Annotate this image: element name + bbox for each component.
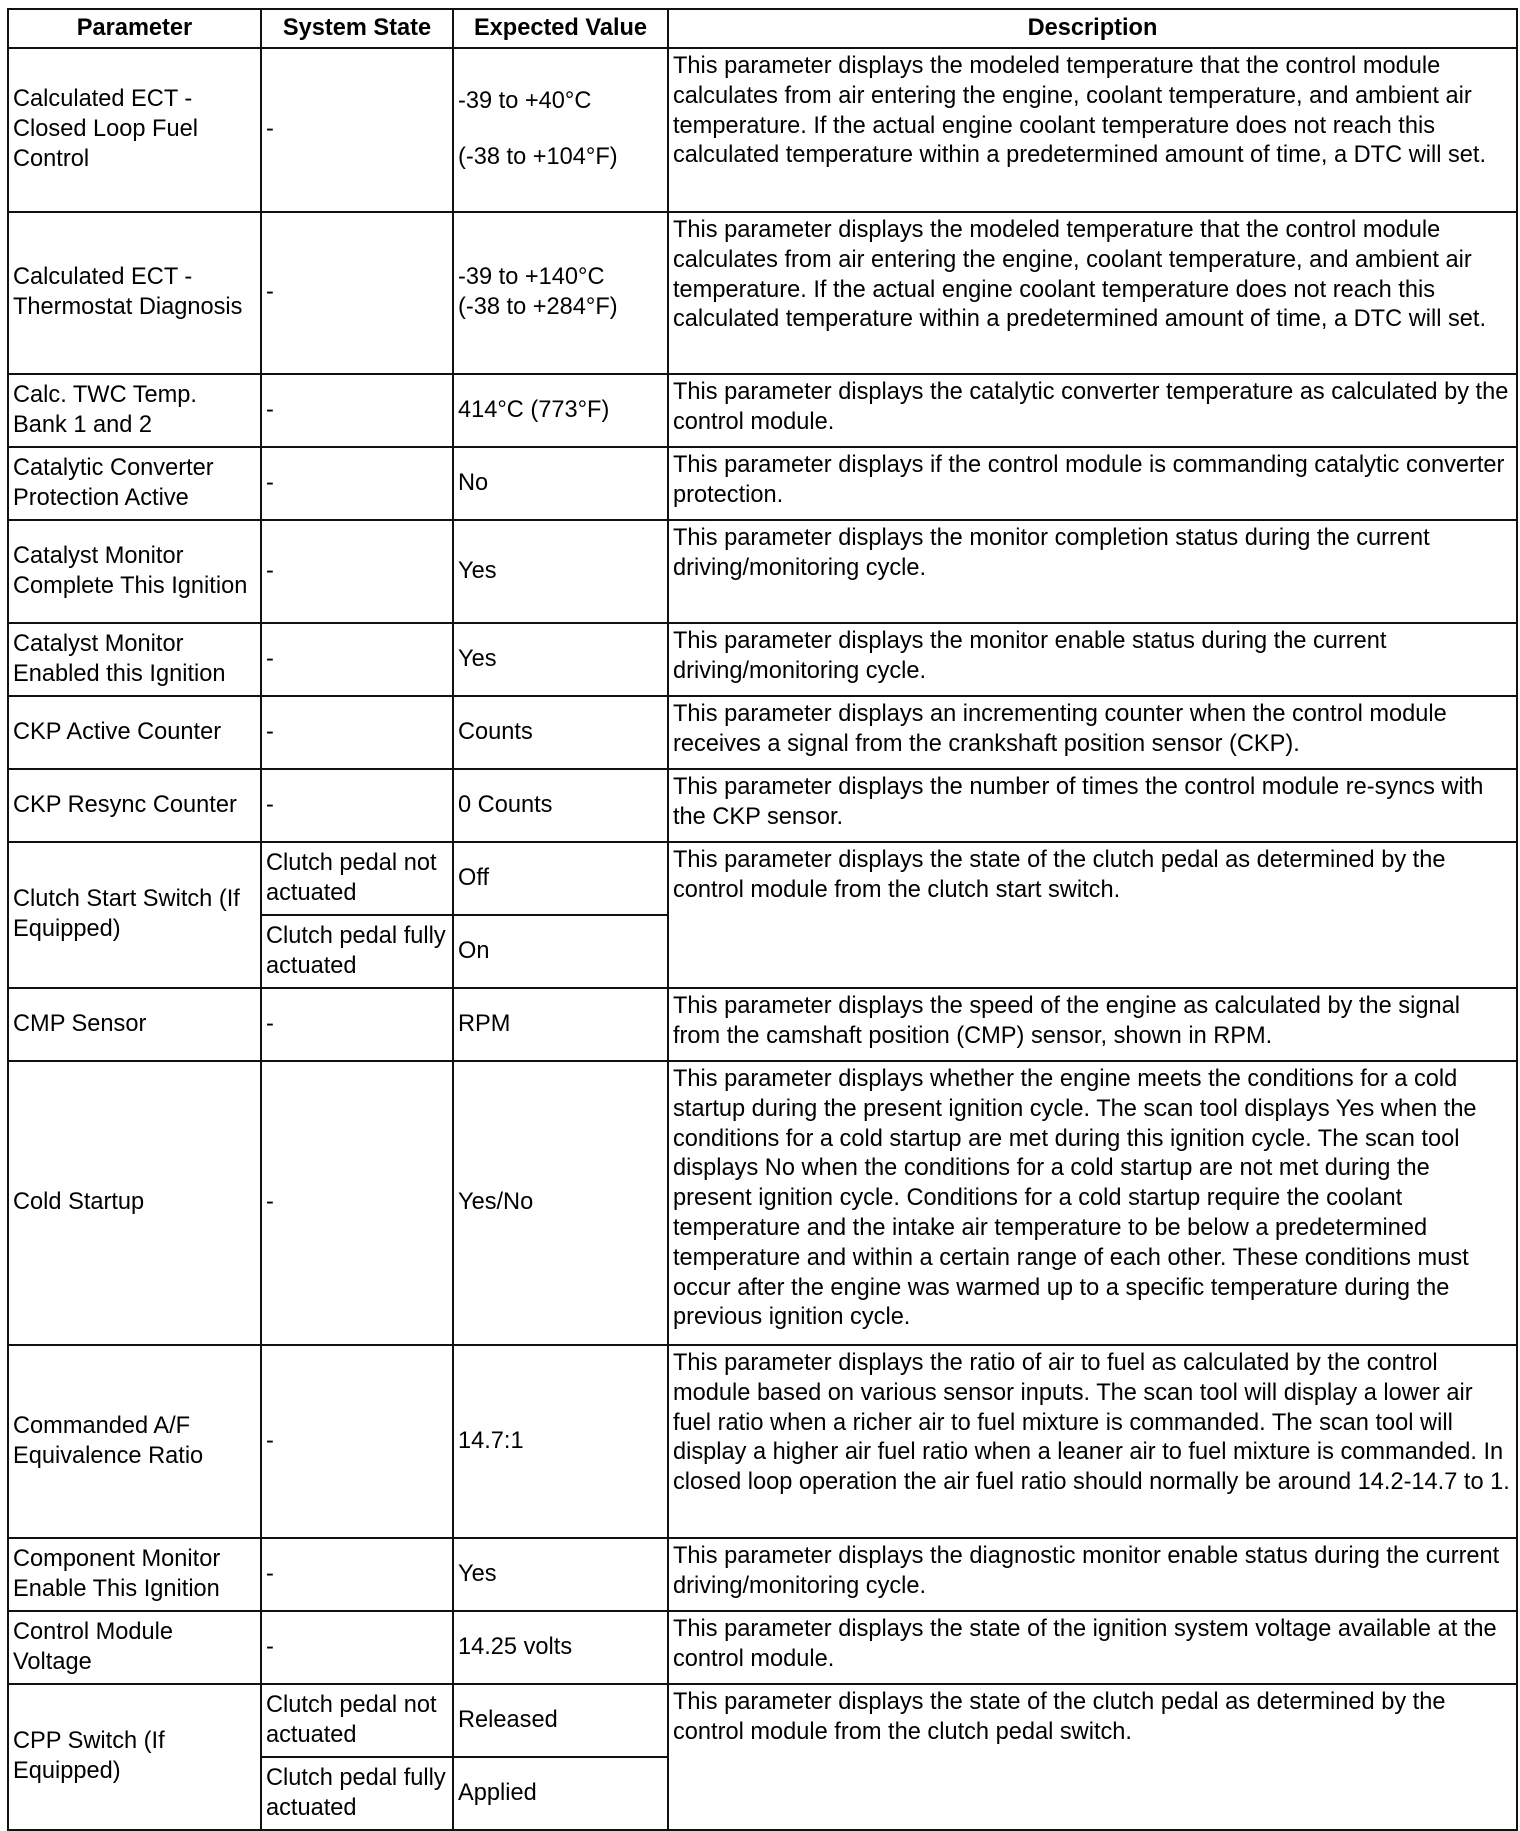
header-expected-value: Expected Value — [453, 9, 668, 48]
table-row — [8, 1684, 1517, 1757]
expected-value-cell: Released — [453, 1684, 668, 1757]
expected-value-celsius: -39 to +140°C — [458, 264, 605, 291]
table-row — [8, 374, 1517, 447]
expected-value-cell: Yes/No — [453, 1061, 668, 1345]
expected-value-fahrenheit: (-38 to +284°F) — [458, 294, 618, 320]
description-cell: This parameter displays the monitor completion status during the current driving/monitoring cycle. — [668, 520, 1517, 623]
parameter-cell: CKP Resync Counter — [8, 769, 261, 842]
table-row — [8, 842, 1517, 915]
expected-value-cell: Yes — [453, 1538, 668, 1611]
system-state-cell: - — [261, 623, 453, 696]
description-cell: This parameter displays the number of times the control module re-syncs with the CKP sensor. — [668, 769, 1517, 842]
system-state-cell: - — [261, 447, 453, 520]
table-row — [8, 48, 1517, 212]
parameter-cell: Control Module Voltage — [8, 1611, 261, 1684]
system-state-cell: Clutch pedal fully actuated — [261, 1757, 453, 1830]
table-row — [8, 1061, 1517, 1345]
description-cell: This parameter displays the speed of the engine as calculated by the signal from the camshaft position (CMP) sensor, shown in RPM. — [668, 988, 1517, 1061]
parameter-cell: Commanded A/F Equivalence Ratio — [8, 1345, 261, 1538]
system-state-cell: - — [261, 988, 453, 1061]
expected-value-cell: 0 Counts — [453, 769, 668, 842]
parameter-cell: CKP Active Counter — [8, 696, 261, 769]
expected-value-cell: Applied — [453, 1757, 668, 1830]
header-description: Description — [668, 9, 1517, 48]
system-state-cell: Clutch pedal fully actuated — [261, 915, 453, 988]
description-cell: This parameter displays the diagnostic monitor enable status during the current driving/monitoring cycle. — [668, 1538, 1517, 1611]
description-cell: This parameter displays the state of the clutch pedal as determined by the control module from the clutch start switch. — [668, 842, 1517, 988]
description-cell: This parameter displays the state of the ignition system voltage available at the control module. — [668, 1611, 1517, 1684]
parameter-cell: Catalyst Monitor Complete This Ignition — [8, 520, 261, 623]
expected-value-cell — [453, 48, 668, 212]
expected-value-celsius: -39 to +40°C — [458, 88, 592, 115]
parameter-cell: CPP Switch (If Equipped) — [8, 1684, 261, 1830]
table-row — [8, 212, 1517, 374]
expected-value-cell: Counts — [453, 696, 668, 769]
parameter-cell: Calc. TWC Temp. Bank 1 and 2 — [8, 374, 261, 447]
system-state-cell: - — [261, 1345, 453, 1538]
table-row — [8, 447, 1517, 520]
description-cell: This parameter displays the ratio of air to fuel as calculated by the control module based on various sensor inputs. The scan tool will display a lower air fuel ratio when a richer air to fuel mixture is commanded. The scan tool will display a higher air fuel ratio when a leaner air to fuel mixture is commanded. In closed loop operation the air fuel ratio should normally be around 14.2-14.7 to 1. — [668, 1345, 1517, 1538]
parameter-cell: Catalyst Monitor Enabled this Ignition — [8, 623, 261, 696]
system-state-cell: - — [261, 696, 453, 769]
parameter-cell: Calculated ECT - Closed Loop Fuel Control — [8, 48, 261, 212]
parameter-cell: Component Monitor Enable This Ignition — [8, 1538, 261, 1611]
table-row — [8, 623, 1517, 696]
expected-value-cell: 14.25 volts — [453, 1611, 668, 1684]
expected-value-cell: On — [453, 915, 668, 988]
table-row — [8, 696, 1517, 769]
table-row — [8, 1611, 1517, 1684]
description-cell: This parameter displays the modeled temperature that the control module calculates from air entering the engine, coolant temperature, and ambient air temperature. If the actual engine coolant temperature does not reach this calculated temperature within a predetermined amount of time, a DTC will set. — [668, 212, 1517, 374]
system-state-cell: - — [261, 212, 453, 374]
table-row — [8, 988, 1517, 1061]
system-state-cell: - — [261, 1061, 453, 1345]
expected-value-cell: 414°C (773°F) — [453, 374, 668, 447]
expected-value-cell: Yes — [453, 623, 668, 696]
expected-value-cell: Off — [453, 842, 668, 915]
expected-value-fahrenheit: (-38 to +104°F) — [458, 144, 618, 170]
header-system-state: System State — [261, 9, 453, 48]
parameter-table — [7, 8, 1518, 1831]
expected-value-cell: 14.7:1 — [453, 1345, 668, 1538]
system-state-cell: - — [261, 1611, 453, 1684]
parameter-cell: Calculated ECT - Thermostat Diagnosis — [8, 212, 261, 374]
description-cell: This parameter displays the modeled temperature that the control module calculates from air entering the engine, coolant temperature, and ambient air temperature. If the actual engine coolant temperature does not reach this calculated temperature within a predetermined amount of time, a DTC will set. — [668, 48, 1517, 212]
system-state-cell: Clutch pedal not actuated — [261, 1684, 453, 1757]
expected-value-cell: No — [453, 447, 668, 520]
system-state-cell: - — [261, 1538, 453, 1611]
expected-value-cell: Yes — [453, 520, 668, 623]
parameter-cell: Clutch Start Switch (If Equipped) — [8, 842, 261, 988]
table-row — [8, 1538, 1517, 1611]
table-row — [8, 520, 1517, 623]
system-state-cell: - — [261, 520, 453, 623]
description-cell: This parameter displays an incrementing counter when the control module receives a signal from the crankshaft position sensor (CKP). — [668, 696, 1517, 769]
expected-value-cell — [453, 212, 668, 374]
description-cell: This parameter displays the monitor enable status during the current driving/monitoring cycle. — [668, 623, 1517, 696]
expected-value-cell: RPM — [453, 988, 668, 1061]
system-state-cell: - — [261, 374, 453, 447]
system-state-cell: Clutch pedal not actuated — [261, 842, 453, 915]
header-row — [8, 9, 1517, 48]
table-row — [8, 1345, 1517, 1538]
system-state-cell: - — [261, 48, 453, 212]
system-state-cell: - — [261, 769, 453, 842]
description-cell: This parameter displays the catalytic converter temperature as calculated by the control module. — [668, 374, 1517, 447]
parameter-cell: CMP Sensor — [8, 988, 261, 1061]
parameter-cell: Catalytic Converter Protection Active — [8, 447, 261, 520]
table-row — [8, 769, 1517, 842]
description-cell: This parameter displays whether the engine meets the conditions for a cold startup during the present ignition cycle. The scan tool displays Yes when the conditions for a cold startup are met during this ignition cycle. The scan tool displays No when the conditions for a cold startup are not met during the present ignition cycle. Conditions for a cold startup require the coolant temperature and the intake air temperature to be below a predetermined temperature and within a certain range of each other. These conditions must occur after the engine was warmed up to a specific temperature during the previous ignition cycle. — [668, 1061, 1517, 1345]
parameter-cell: Cold Startup — [8, 1061, 261, 1345]
header-parameter: Parameter — [8, 9, 261, 48]
description-cell: This parameter displays if the control module is commanding catalytic converter protection. — [668, 447, 1517, 520]
description-cell: This parameter displays the state of the clutch pedal as determined by the control module from the clutch pedal switch. — [668, 1684, 1517, 1830]
